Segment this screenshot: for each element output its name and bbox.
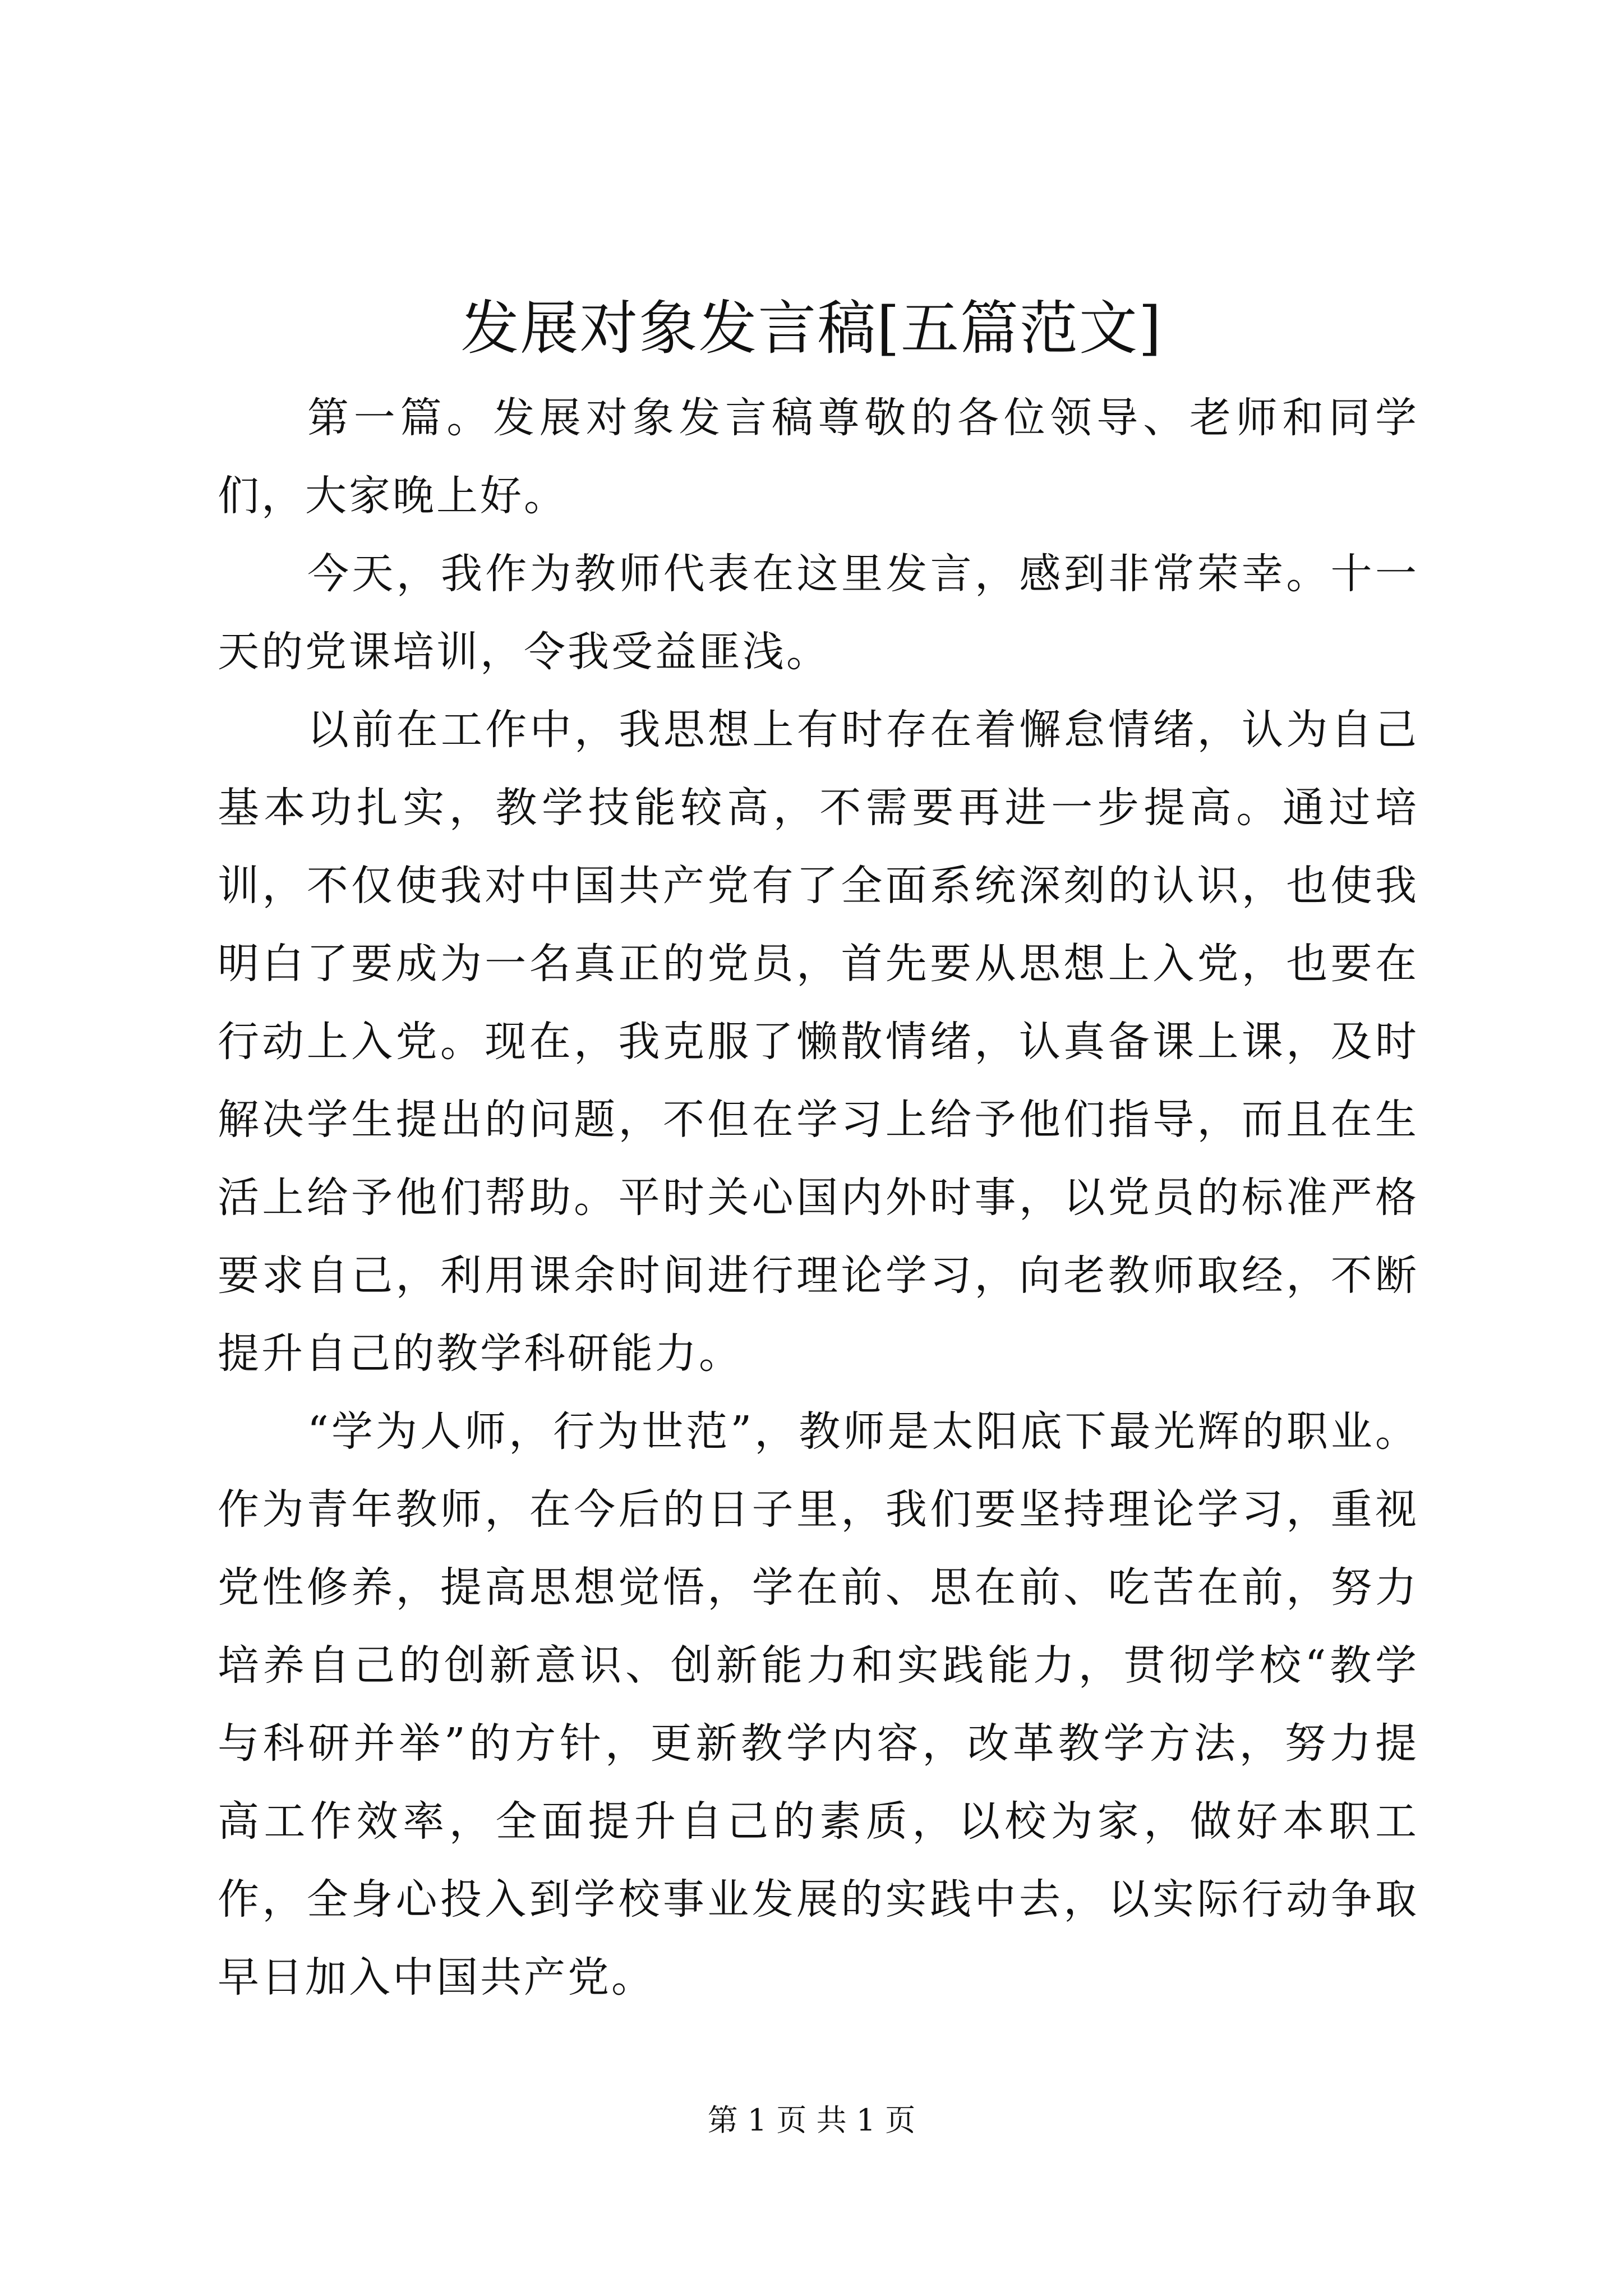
paragraph-3: 以前在工作中，我思想上有时存在着懈怠情绪，认为自己基本功扎实，教学技能较高，不需要再进一步提高。通过培训，不仅使我对中国共产党有了全面系统深刻的认识，也使我明白了要成为一名真正的党员，首先要从思想上入党，也要在行动上入党。现在，我克服了懒散情绪，认真备课上课，及时解决学生提出的问题，不但在学习上给予他们指导，而且在生活上给予他们帮助。平时关心国内外时事，以党员的标准严格要求自己，利用课余时间进行理论学习，向老教师取经，不断提升自己的教学科研能力。 — [218, 706, 1419, 1378]
paragraph-2: 今天，我作为教师代表在这里发言，感到非常荣幸。十一天的党课培训，令我受益匪浅。 — [218, 550, 1419, 676]
page-footer: 第 1 页 共 1 页 — [707, 2102, 916, 2138]
paragraph-4: “学为人师，行为世范”，教师是太阳底下最光辉的职业。作为青年教师，在今后的日子里，我们要坚持理论学习，重视党性修养，提高思想觉悟，学在前、思在前、吃苦在前，努力培养自己的创新意识、创新能力和实践能力，贯彻学校“教学与科研并举”的方针，更新教学内容，改革教学方法，努力提高工作效率，全面提升自己的素质，以校为家，做好本职工作，全身心投入到学校事业发展的实践中去，以实际行动争取早日加入中国共产党。 — [218, 1407, 1419, 2001]
document-body — [218, 379, 1419, 2017]
paragraph-1: 第一篇。发展对象发言稿尊敬的各位领导、老师和同学们，大家晚上好。 — [218, 394, 1419, 520]
document-title: 发展对象发言稿[五篇范文] — [460, 294, 1163, 362]
